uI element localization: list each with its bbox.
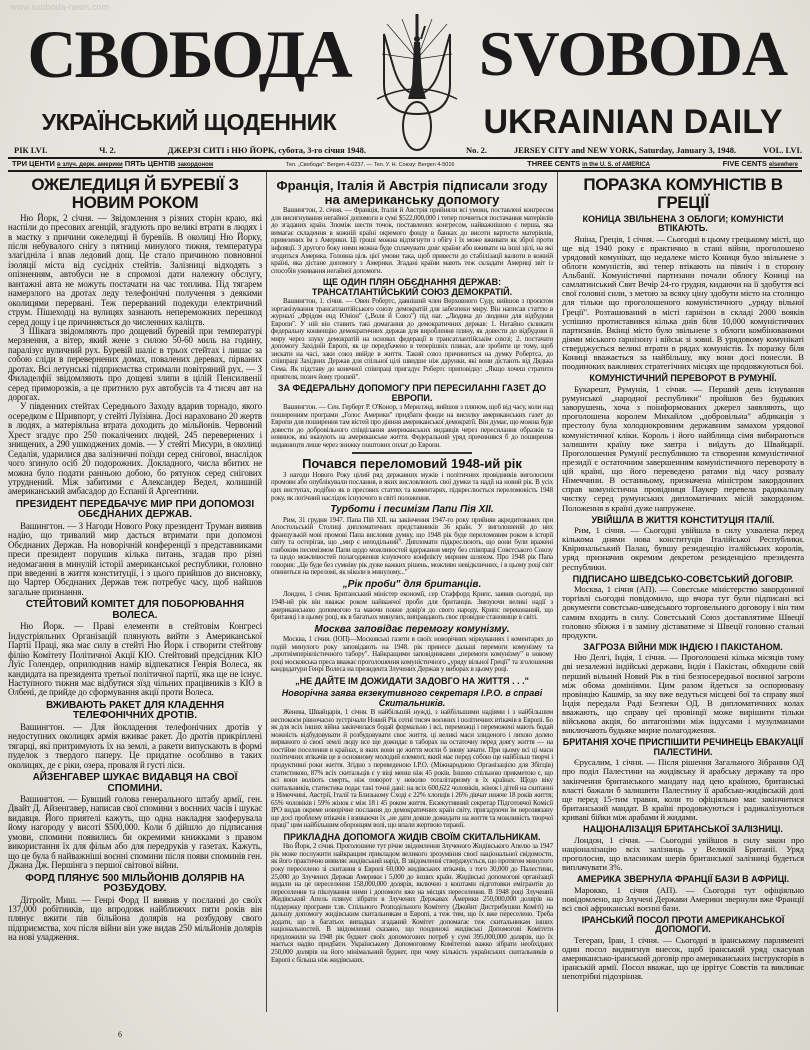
article-headline: ПРИКЛАДНА ДОПОМОГА ЖИДІВ СВОЇМ СКИТАЛЬНИКАМ. [283, 831, 541, 842]
article [8, 600, 262, 698]
price-line-cyrillic [12, 159, 213, 168]
article-paragraph: Вашингтон. — Для йокладення телефонічних дротів у недоступних околицях армія вживає ракет. До дротів прикріплені тягарці, які притримують їх на землі, а ракети випускають в формі пуделок з твердого паперу. Це придатне особливо в таких околицях, де є ріки, озера, проваля й густі ліси. [8, 721, 262, 770]
issue-cyrillic: Ч. 2. [99, 145, 116, 155]
article-paragraph: Москва, 1 січня (АП). — Совєтське міністерство закордонної торгівлі сьогодні повідомило, що вчора тут були підписані всі документи совєтсько-шведського торговельного договору і він тим самим входить в силу. Совєтський Союз доставлятиме Швеції головно збіжжя і в заміну діставатиме зі Швеції головно стальні продукти. [562, 584, 804, 640]
price-domestic-lat-note: in the U. S. of AMERICA [582, 162, 650, 168]
article-headline: ВЖИВАЮТЬ РАКЕТ ДЛЯ КЛАДЕННЯ ТЕЛЕФОНІЧНИХ ДРОТІВ. [45, 699, 225, 722]
article-paragraph: Яніна, Греція, 1 січня. — Сьогодні в цьому грецькому місті, що ще від 1940 року є практично в стані війни, проголошено урядовий комунікат, що недалеке місто Кониця було звільнене з облоги комуністів, які тепер втікають на північ і в сторону Альбанії. Комуністичні партизани почали облогу Кониці на самлатинський Свят Вечір 24-го грудня, кидаючи на її здобуття всі свої головні сили, з метою за всяку ціну здобути місто на столицю для тільки що проголошеного комуністичного „уряду вільної Греції". Розташований в місті ґарнізон в складі 2000 вояків успішно протиставився кілька днів біля 10,000 комуністичних партизанів. Вкінці місто було звільнене з облоги комбінованими діями міського ґарнізону і військ зі зовні. В урядовому комунікаті стверджується великі втрати в рядах комуністів. Їх поразку біля Кониці вважається за найбільшу, яку вони досі понесли. В поодиноких важливих стратегічних місцях ще продовжуються бої. [562, 233, 804, 372]
article [271, 179, 553, 275]
article-headline: ЗАГРОЗА ВІЙНИ МІЖ ІНДІЄЮ І ПАКІСТАНОМ. [583, 641, 783, 652]
price-line-latin [527, 159, 650, 168]
article [8, 176, 262, 497]
article-paragraph: Рим, 31 грудня 1947. Папа Пій XII. на закінчення 1947-го року прийняв акредитованих при Апостольській Столиці дипломатичних представників 36 країн. У виголошеній до них французькій мові промові Папа висловив думку, що 1948 рік буде переломовим роком в історії світу та остерігав, що „мир є неподільний". Дипломати підкреслюють, що вони були вражені глибоким песимізмом Папи щодо можливостей вдержання миру без співпраці Совєтського Союзу та щодо можливостей полагодження існуючого конфлікту мирним шляхом. Про 1948 рік Папа говорив: „Це буде без сумніву рік дуже важких рішень, можливо невідкличних, і в цьому році світ опиниться на переломі, як ніколи в минулому..." [271, 515, 553, 577]
article [8, 773, 262, 871]
article [271, 580, 553, 622]
article [562, 374, 804, 512]
article-headline: НАЦІОНАЛІЗАЦІЯ БРИТАНСЬКОЇ ЗАЛІЗНИЦІ. [583, 824, 783, 835]
article-paragraph: З нагоди Нового Року цілий ряд державних мужів і політичних провідників виголосили промови або опублікували послання, в яких висловлюють свої думки та надії на новий рік. В усіх цих виступах, подібно як в пресових статтях та коментарях, підкреслюється переломовість 1948 року, як логічний наслідок існуючого в світі положення. [271, 470, 553, 502]
middle-column [271, 176, 553, 964]
price-abroad-cyr-note: закордоном [177, 162, 214, 168]
article [271, 384, 553, 454]
article-headline: АЙЗЕНГАВЕР ШУКАЄ ВИДАВЦЯ НА СВОЇ СПОМИНИ. [32, 772, 238, 794]
article-paragraph: Марокко, 1 січня (АП). — Сьогодні тут офіціяльно повідомлено, що Злучені Держави Америки звернули вже Франції всі свої африканські воєнні бази. [562, 884, 804, 913]
article [271, 677, 553, 830]
article-subheadline: Новорічна заява екзекутивного секретаря І.Р.О. в справі Скитальників. [281, 688, 543, 708]
article [8, 701, 262, 770]
price-abroad-cyr: ПЯТЬ ЦЕНТІВ [124, 159, 176, 168]
issue-line-latin [466, 145, 802, 155]
article [8, 500, 262, 598]
section-separator [352, 452, 472, 454]
article-headline: Турботи і песимізм Папи Пія XII. [330, 504, 494, 516]
watermark: www.svoboda-news.com [10, 2, 110, 12]
masthead-subtitle-latin: UKRAINIAN DAILY [483, 103, 783, 141]
article [562, 825, 804, 872]
article-headline: ІРАНСЬКИЙ ПОСОЛ ПРОТИ АМЕРИКАНСЬКОЇ ДОПОМОГИ. [581, 914, 785, 935]
masthead-title-latin: SVOBODA [478, 18, 788, 89]
article-paragraph: У південних стейтах Середнього Заходу вдарив торнадо, якого осередком є Шривпорт, у стейті Луїзіяна. Досі нараховано 20 жертв в людях, а матеріяльна втрата доходить до мільйонів. Червоний Хрест згадує про 250 покалічених людей, 245 перевернених і знищених, а 290 ушкоджених домів. — У стейті Мисури, в околиці Седалія, ударилися два залізничні поїзди серед снігової, внаслідок чого згинуло осіб 20 подорожних. Докладного, числа вбитих не можна було подати ранньою добою, бо рятунок серед снігових утруднений. Між забитими є Александер Ведел, колишній американський амбасадор до Еспанії й Аргентини. [8, 401, 262, 497]
article-headline: СТЕЙТОВИЙ КОМІТЕТ ДЛЯ ПОБОРЮВАННЯ ВОЛЕСА. [25, 599, 245, 621]
article-paragraph: Ню Йорк. — Праві елементи в стейтовім Конгресі Індустріяльних Організацій плянують вийти з Американської Партії Праці, яка має силу в стейті Ню Йорк і створити стейтову філію Комітету Політичної Акції КІО. Стейтовий предсідник КІО Луїс Голендер, оприлюднив намір відпекатися Генрія Волеса, як кандидата на президента третьої політичної партії, яка ще не існує. Наступного тижня має відбутися зїзд чільних працівників з КІО в Олбені, де прийде до сформування акції проти Волеса. [8, 621, 262, 698]
issue-line-cyrillic [14, 145, 366, 155]
header-bottom-rule [8, 170, 802, 172]
article-paragraph: Єрусалим, 1 січня. — Після рішення Загального Зібрання ОД про поділ Палестини на жидівську й арабську державу та про закінчення британського мандату над цею країною, британські власті бажали б залишити Палестину її арабсько-жидівській долі ще перед 15-тим травня, коли то офіціяльно має закінчитися британський мандат. В країні продовжуються і радикалізуються криваві бійки між арабами й жидами. [562, 757, 804, 823]
trident-liberty-emblem-icon [372, 14, 462, 154]
masthead-subtitle-cyrillic: УКРАЇНСЬКИЙ ЩОДЕННИК [41, 109, 337, 135]
article [271, 457, 553, 502]
masthead-title-cyrillic: СВОБОДА [27, 16, 351, 92]
article-headline: КОМУНІСТИЧНИЙ ПЕРЕВОРОТ В РУМУНІЇ. [589, 373, 777, 384]
year-cyrillic: РІК LVI. [14, 145, 48, 155]
left-column [8, 176, 262, 943]
article-headline: ЩЕ ОДИН ПЛЯН ОБЄДНАННЯ ДЕРЖАВ: ТРАНСАТЛАНТІЙСЬКИЙ СОЮЗ ДЕМОКРАТІЙ. [311, 277, 513, 297]
article-headline: Почався переломовий 1948-ий рік [302, 456, 522, 472]
price-domestic-lat: THREE CENTS [527, 159, 581, 168]
article-headline: БРИТАНІЯ ХОЧЕ ПРИСПІШИТИ РЕЧИНЕЦЬ ЕВАКУАЦІЇ ПАЛЕСТИНИ. [562, 737, 804, 757]
article [8, 874, 262, 943]
article-paragraph: Вашингтон. — Сен. Герберт Р. О'Конор, з Мерилэнд, вийшов з пляном, щоб від часу, коли над поширенням програми „Голос Америки" придбати фонди на висилку американських газет до Европи для поширення там вістей про діяння американської демократії. Він думає, що можна буде довести до добровільного співділання американських видавців через пересилання образків та новинок, які вказують на американське життя. Федеральний уряд причинився б до поширення видавництв лише через знижку поштових оплат до Европи. [271, 402, 553, 449]
article-headline: Франція, Італія й Австрія підписали згоду на американську допомогу [276, 178, 548, 207]
article-headline: ФОРД ПЛЯНУЄ 500 МІЛЬЙОНІВ ДОЛЯРІВ НА РОЗБУДОВУ. [25, 872, 245, 894]
article-paragraph: Лондон, 1 січня. — Сьогодні увійшов в силу закон про націоналізацію всіх залізниць у Великій Британії. Уряд проголосив, що власникам шерів британської залізниці будеться виплачувати 3%. [562, 834, 804, 872]
article-headline: „НЕ ДАЙТЕ ІМ ДОЖИДАТИ ЗАДОВГО НА ЖИТТЯ . . ." [295, 675, 529, 686]
article-paragraph: З Шікага звідомляють про дощевий буревій при температурі мерзнення, а вітер, який жене з силою 50-60 миль на годину, паралізує вуличний рух. Буревій шаліє в трьох стейтах і лишає за собою сліди в перевернених домах, повалених деревах, пірваних дротах. Всі летунські підприємства стримали повітряний рух. — З Филаделфії звідомляють про дощеві злипи в цілій Пенсилвенії серед приморозків, а це притнило рух автобусів та 4 тисяч авт на дорогах. [8, 325, 262, 402]
place-date-cyrillic: ДЖЕРЗІ СИТІ і НЮ ЙОРК, субота, 3-го січня 1948. [167, 145, 366, 155]
article [271, 625, 553, 674]
price-line-latin-abroad [723, 159, 798, 168]
article-headline: „Рік проби" для британців. [342, 578, 482, 590]
article [271, 833, 553, 964]
phone-numbers: Тел. „Свобода": Bergen 4-0237. — Тел. У. Н. Союзу: Bergen 4-5016 [285, 162, 455, 168]
article-paragraph: Ню Йорк, 2 січня. Проголошене тут річне звідомлення Злученого Жидівського Апелю за 1947 рік може послужити найкращим прикладом великого зрозуміння своєї національної свідомости, як його практично виявляє жидівський нарід. В звідомленні стверджується, що протягом минулого року переселено зі скитання в Европі 60,000 жидівських втікачів, з того 30,000 до Палестини, 25,000 до Злучених Держав Америки і 5,000 до інших країн. Жидівські допомогові організації видали на це переселення 158,000,000 долярів, включно з коштами підготовки емігрантів до переселення та піклування ними і допомоги вже на місцях переселення. В 1948 році Злучений Жидівський Апель плянує зібрати в Злучених Державах Америки 250,000,000 долярів на піддержку програми т.зв. Спільного Розподільного Комітету (Джойнт Дистрибушин Комітї) на дальшу допомогу жидівським скитальникам в Европі, а теж тим, що їх вже переселено. Треба додати, що в багатьох випадках згаданий Комітет допомагає теж скитальникам інших національностей. В звідомленні сказано, що поодинокі жидівські Допомогові Комітети предложили на 1948 рік буджет своїх допомогових потреб у сумі 395,000,000 долярів, що їх мається надію придбати. Українському Допомоговому Комітетові важко зібрати необхідних 250,000 долярів на його мінімальний буджет, при чому кількість українських скитальників в Европі є більша ніж жидівських. [271, 842, 553, 964]
article-paragraph: Рим, 1 січня. — Сьогодні увійшла в силу ухвалена перед кількома днями нова конституція Італійської Республики. Квіринальський Палац, бувшу резиденцію італійських королів, уряд призначив окремим декретом резиденцією президента республики. [562, 525, 804, 572]
article-paragraph: Женева, Швайцарія, 1 січня. В найбільшій нужді, з найбільшими надіями і з найбільшим неспокоєм рівночасно зустрічали Новий Рік сотні тисяч воєнних і політичних втікачів в Европі. Бо як для всіх інших війна закінчилася бодай формально і всі, переможці і переможені мають бодай можність відбудовувати й розбудовувати своє життя, ці великі маси злиденого і лихою долею вирваного зі своєї землі люду все ще дожидає в таборах на остаточну перед довгу життя — на постійне поселення в країнах, в яких вони це життя могли б знову зачати. При цьому всі ці маси політичних втікачів це в основному молодий елемент, який має перед собою ще найбільш творчі і продуктивні роки життя. Згідно з переведеною І.Р.О. (Міжнародною Організацією для Збігців) статистикою, 87% всіх скитальців є у віці менш ніж 45 років. Іншою спільною прикметою є, що всі вони воліють смерть, ніж поворот у неволю тоталітаризму в їх країнах. Щодо віку скитальників, статистика подає такі точні дані: на всіх 600,622 чоловіків, жінок і дітей на скитанні в Німеччині, Австрії, Італії та Близькому Сході є 22% хлопців і 26% дівчат нижче 18 років життя; 65% чоловіків і 59% жінок є між 18 і 45 роком життя. Екзекутивний секретар Підготовчої Комісії ІРО видав окреме новорічне послання до демократичних країн світу, пригадуючи їм нерозвязану ще досі проблему втікачів і взиваючи їх „не дати довше дожидати на життя та можливість творчої праці" цим найбільшим оборонцям волі, що впали жертвою тиранії. [271, 708, 553, 830]
article-subheadline: КОНИЦА ЗВІЛЬНЕНА З ОБЛОГИ; КОМУНІСТИ ВТІКАЮТЬ. [582, 213, 784, 234]
article-headline: ПРЕЗИДЕНТ ПЕРЕДБАЧУЄ МИР ПРИ ДОПОМОЗІ ОБЄДНАНИХ ДЕРЖАВ. [15, 498, 255, 521]
place-date-latin: JERSEY CITY and NEW YORK, Saturday, January 3, 1948. [513, 145, 737, 155]
article-paragraph: Москва, 1 січня. (ЮП)—Московські газети в своїх новорічних міркуваннях і коментарях до подій минулого року заповідають на 1948. рік принесе дальші перемоги комунізму та „протиімперіялістичного табору". Найкращими заповідниками „перемоги комунізму" в новому році московська преса вважає проголошення комуністичного „уряду вільної Греції" та зголошення кандидатури Генрі Волеса на президента Злучених Держав у виборах в цьому році. [271, 635, 553, 674]
article-headline: Москва заповідає перемогу комунізму. [314, 623, 510, 635]
article-paragraph: Вашингтон. — З Нагоди Нового Року президент Труман виявив надію, що тривалий мир дасться втримати при допомозі Обєднаних Держав. На новорічній конференції з представниками преси президент порушив кілька питань, згадав про різні недомагання в минулій історії американської республики, головно при введенні в життя конституції, і з цього прийшов до висновку, що Чартер Обєднаних Держав теж потребує часу, щоб найшов загальне признання. [8, 520, 262, 597]
volume-latin: VOL. LVI. [763, 145, 802, 155]
article-headline: АМЕРИКА ЗВЕРНУЛА ФРАНЦІЇ БАЗИ В АФРИЦІ. [576, 874, 790, 885]
article [562, 916, 804, 982]
article [271, 278, 553, 381]
article [562, 643, 804, 736]
price-domestic-cyr-note: в злуч. держ. америки [57, 162, 123, 168]
article-paragraph: Ню Делгі, Індія, 1 січня. — Проголошені кілька місяців тому дві незалежні індійські держави, Індія і Пакістан, обходили свій перший вільний Новий Рік в тіні безпосередньої воєнної загрози між обома домініями. Цим разом йдеться за оспорювану провінцію Кашмір, за яку вже ведуться місцеві бої та справу якої Індія передала Раді Безпеки ОД. В дипломатичних колах вважають, що справу цеї провінції може вирішити тільки військова акція, бо антагонізми між індусами і музулманами виключають будьяке мирне полагодження. [562, 652, 804, 736]
right-column [562, 176, 804, 981]
price-line [12, 159, 798, 168]
article-paragraph: Вашингтон, 1. січня. — Овен Робертс, давніший член Верховного Суду, вийшов з проєктом зорганізування трансатлантійського союзу демократій для забезпеки миру. Він написав статтю в журналі „Фрідом енд Юніон" („Воля й Союз") під наг. „Людина до людини для відбудови Европи". У ній він ставить такі домагання до демократичних держав: 1. Негайно скликати федеральну конвенцію демократичних держав для вироблення пляну, як довести до відбудови й миру через злуку демократій на основах федерації в трансатлантійськім союзі; 2. постачати допомогу Західній Европі, як це передбачено в теперішніх плянах, але зробити це тому, щоб зискати на часі, заки союз ввійде в життя. Такий союз причиниться на думку Робертса, до співпраці Західних Держав для спільної цілі швидше ніж дарунки, які вони дістають від Дядька Сема. Як підставу до конечної співпраці пригадує Робертс приповідку: „Якщо хочеш стратити приятеля, позич йому грошей". [271, 297, 553, 381]
price-abroad-lat-note: elsewhere [768, 162, 798, 168]
column-divider [266, 172, 267, 1012]
article-paragraph: Ню Йорк, 2 січня. — Звідомлення з різних сторін краю, які наспіли до пресових агенцій, згадують про великі втрати в людях і в маєтку з причини ожеледиці й буревіїв. В околиці Ню Йорку, після небувалого снігу з пятниці минулого тижня, температура злагідніла і впав ледовий дощ. Це стало причиною повновної ізоляції міста від сусідніх стейтів. Залізниці відходять з опізненням, автобуси не в спромозі дати належну обслугу, вантажні авта не можуть постачати на час топлива. Під тягарем намерзлого на дротах леду телефонічні получення з деякими околицями перервані. Теж перерваний подекуди електричний струм. Пішеходці на вулицях зазнають непереможних перешкод серед дощу і це причиняється до численних каліцтв. [8, 212, 262, 327]
article [562, 875, 804, 913]
article-paragraph: Букарешт, Румунія, 1 січня. — Перший день існування румунської „народної республики" пройшов без будьяких заворушень, хоча з поінформованих джерел заявляють, що проголошена королем Михайлом „добровільна" абдикація з престолу була холоднокровним державним замахом урядової комуністичної кліки. Король і його найблища сімя вибираються залишити країну вже завтра і виїдуть до Швайцарії. Проголошення Румунії республикою та створення комуністичної президії є остаточним завершенням комуністичного перевороту в цій країні, що його переведено ратами від часу розвалу Німеччини. В останньому, призначена міністром закордонних справ комуністична провідниця Паукер перевела радикальну чистку серед румунських дипломатичних місій закордоном. Положення в країні дуже напружене. [562, 383, 804, 513]
column-divider [557, 172, 558, 1012]
article-headline: УВІЙШЛА В ЖИТТЯ КОНСТИТУЦІЯ ІТАЛІЇ. [591, 514, 775, 525]
price-abroad-lat: FIVE CENTS [722, 159, 767, 168]
article [562, 738, 804, 822]
article-headline: ОЖЕЛЕДИЦЯ Й БУРЕВІЇ З НОВИМ РОКОМ [31, 175, 239, 212]
article-headline: ПІДПИСАНО ШВЕДСЬКО-СОВЄТСЬКИЙ ДОГОВІР. [572, 573, 794, 584]
page-number: 6 [118, 1030, 122, 1039]
article [562, 575, 804, 640]
article [271, 505, 553, 577]
article [562, 516, 804, 572]
article-paragraph: Вашингтон. — Бувший голова генерального штабу армії, ген. Двайт Д. Айзенгавер, написав свої спомини з воєнних часів і шукає видавця. Його приятелі кажуть, що одна накладня заоферувала йому нагороду у висоті $500,000. Коли б дійшло до підписання умови, спомини появились би окремими книжками з правом використання їх для фільм або для передруків у газетах. Кажуть, що це була б найважніші воєнні спомини після появи споминів ген. Джана Дж. Першінга з першої світової війни. [8, 794, 262, 871]
article-paragraph: Тегеран, Іран, 1 січня. — Сьогодні в іранському парляменті один посол видвигнув внесок, щоб іранський уряд скасував американсько-іранський договір про американських інструкторів в іранській армії. Посол вважає, що це іррітує Совєтів та викликає непотрібні підозріння. [562, 934, 804, 982]
issue-latin: No. 2. [466, 145, 488, 155]
article-headline: ЗА ФЕДЕРАЛЬНУ ДОПОМОГУ ПРИ ПЕРЕСИЛАННІ ГАЗЕТ ДО ЕВРОПИ. [277, 383, 547, 403]
price-domestic-cyr: ТРИ ЦЕНТИ [12, 159, 55, 168]
article-paragraph: Лондон, 1 січня. Британський міністер економії, сер Стаффорд Крипс, заявив сьогодні, що 1948-ий рік він вважає роком найважчої проби для британців. Звязуючи великі надії з американською допомогою та маючи повне довір'я до свого народу, Крипс переконаний, що британці і в цьому році, як в багатьох минулих, виправдають своє провідне становище в світі. [271, 590, 553, 622]
article [562, 176, 804, 371]
article-paragraph: Дітройт, Миш. — Генрі Форд II виявив у посланні до своїх 137,000 робітників, що впродовж найближчих пяти років він плянує вжити пів більйона долярів на розбудову свого підприємства, хоч після війни він уже видав 250 мільйонів долярів на нові уладження. [8, 894, 262, 943]
article-paragraph: Вашингтон, 2. січня. — Франція, Італія й Австрія прийняли всі умови, поставлені конгресом для висигнування негайної допомоги в сумі $522,000,000 і тепер почнеться постачання матеріялів до згаданих країн. Зпоміж шести точок, поставлених конгресом, найважнішою є перша, яка вимагає складення в кожній країні окремого фонду в банках до висоти вартости матеріялів, привезених їм з Америки. Ці гроші можна відтягнути з обігу і їх може вживати як зброї проти інфляції. З другого боку ними можна буде сплачувати довг країни або вживати на інші цілі, на які згодиться Америка. Головна ціль цієї умови така, щоб привести до стабілізації валюти в кожній країні, яка дістане допомогу з Америки. Згадані країни мають теж складати Америці звіт із способів уживання негайної допомоги. [271, 206, 553, 275]
article-headline: ПОРАЗКА КОМУНІСТІВ В ГРЕЦІЇ [583, 175, 783, 212]
